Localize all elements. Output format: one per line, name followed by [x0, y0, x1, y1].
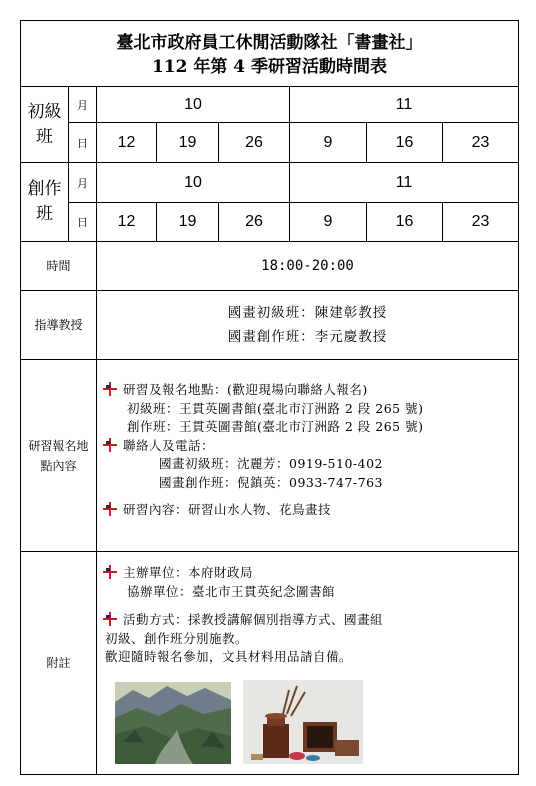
creative-day: 9 [290, 203, 367, 242]
bullet-icon [103, 438, 117, 452]
creative-day: 23 [443, 203, 519, 242]
bullet-icon [103, 502, 117, 516]
remark-line: 協辦單位：臺北市王貫英紀念圖書館 [127, 583, 336, 599]
remark-line: 初級、創作班分別施教。 [105, 630, 249, 646]
remark-line: 活動方式：採教授講解個別指導方式、國畫組 [123, 612, 384, 627]
beginner-class-label: 初級班 [21, 87, 69, 163]
venue-line: 研習及報名地點：(歡迎現場向聯絡人報名) [123, 382, 368, 397]
creative-day: 16 [367, 203, 443, 242]
time-value: 18:00-20:00 [97, 242, 519, 291]
remark-line: 歡迎隨時報名參加，文具材料用品請自備。 [105, 649, 353, 664]
creative-day: 12 [97, 203, 157, 242]
bullet-icon [103, 382, 117, 396]
creative-month-11: 11 [290, 163, 519, 203]
instructor-label: 指導教授 [21, 291, 97, 360]
venue-label: 研習報名地點內容 [21, 360, 97, 552]
creative-month-10: 10 [97, 163, 290, 203]
venue-line: 初級班：王貫英圖書館(臺北市汀洲路 2 段 265 號) [127, 400, 424, 416]
venue-line: 聯絡人及電話： [123, 437, 215, 453]
day-label: 日 [69, 203, 97, 242]
bullet-icon [103, 612, 117, 626]
month-label: 月 [69, 163, 97, 203]
venue-line: 創作班：王貫英圖書館(臺北市汀洲路 2 段 265 號) [127, 419, 424, 434]
venue-contact: 國畫初級班：沈麗芳：0919-510-402 [159, 456, 383, 471]
remarks-cell [97, 552, 519, 775]
title-cell [21, 21, 519, 87]
creative-day: 19 [157, 203, 219, 242]
beginner-day: 12 [97, 123, 157, 163]
venue-contact: 國畫創作班：倪鎮英：0933-747-763 [159, 474, 383, 490]
bullet-icon [103, 565, 117, 579]
beginner-day: 23 [443, 123, 519, 163]
schedule-table [20, 20, 519, 775]
beginner-day: 26 [219, 123, 290, 163]
beginner-day: 16 [367, 123, 443, 163]
instructor-cell [97, 291, 519, 360]
remarks-label: 附註 [21, 552, 97, 775]
creative-day: 26 [219, 203, 290, 242]
beginner-day: 19 [157, 123, 219, 163]
landscape-painting-image [115, 682, 231, 764]
day-label: 日 [69, 123, 97, 163]
creative-class-label: 創作班 [21, 163, 69, 242]
month-label: 月 [69, 87, 97, 123]
instructor-creative: 國畫創作班：李元慶教授 [227, 329, 388, 345]
painting-tools-image [243, 680, 363, 764]
page-title: 臺北市政府員工休閒活動隊社「書畫社」 [116, 32, 423, 53]
time-label: 時間 [21, 242, 97, 291]
venue-cell [97, 360, 519, 552]
instructor-beginner: 國畫初級班：陳建彰教授 [227, 305, 388, 321]
venue-line: 研習內容：研習山水人物、花鳥畫技 [123, 502, 332, 517]
beginner-month-10: 10 [97, 87, 290, 123]
remark-line: 主辦單位：本府財政局 [123, 565, 254, 580]
beginner-day: 9 [290, 123, 367, 163]
beginner-month-11: 11 [290, 87, 519, 123]
page-subtitle: 112 年第 4 季研習活動時間表 [151, 56, 388, 77]
